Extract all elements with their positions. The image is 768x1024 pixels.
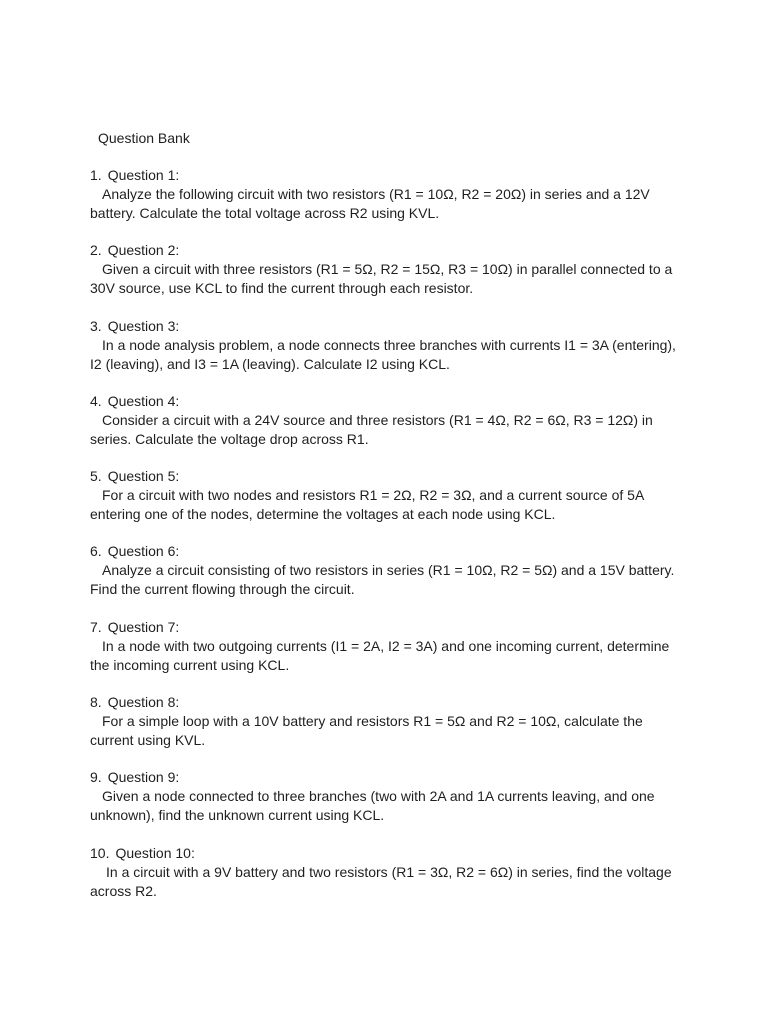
question-header bbox=[90, 467, 680, 486]
question-label: Question 7: bbox=[107, 618, 180, 635]
question-header bbox=[90, 693, 680, 712]
question-number: 5. bbox=[90, 468, 102, 485]
question-label: Question 4: bbox=[107, 392, 180, 409]
question-header bbox=[90, 844, 680, 863]
question-label: Question 5: bbox=[107, 468, 180, 485]
question-text: Analyze a circuit consisting of two resistors in series (R1 = 10Ω, R2 = 5Ω) and a 15V battery. Find the current flowing through the circuit. bbox=[90, 562, 675, 598]
question-number: 8. bbox=[90, 694, 102, 711]
question-label: Question 2: bbox=[107, 242, 180, 259]
question-label: Question 10: bbox=[115, 844, 195, 861]
page-title: Question Bank bbox=[98, 130, 190, 146]
question-text: Consider a circuit with a 24V source and three resistors (R1 = 4Ω, R2 = 6Ω, R3 = 12Ω) in series. Calculate the voltage drop across R1. bbox=[90, 411, 653, 447]
question-item bbox=[90, 317, 680, 392]
question-number: 3. bbox=[90, 317, 102, 334]
question-item bbox=[90, 166, 680, 241]
question-header bbox=[90, 768, 680, 787]
question-label: Question 1: bbox=[107, 167, 180, 183]
question-header bbox=[90, 618, 680, 637]
question-number: 4. bbox=[90, 392, 102, 409]
question-list bbox=[90, 166, 680, 919]
question-number: 7. bbox=[90, 618, 102, 635]
question-item bbox=[90, 467, 680, 542]
question-label: Question 9: bbox=[107, 769, 180, 786]
question-label: Question 6: bbox=[107, 543, 180, 560]
question-label: Question 8: bbox=[107, 694, 180, 711]
question-item bbox=[90, 618, 680, 693]
question-number: 2. bbox=[90, 242, 102, 259]
question-item bbox=[90, 693, 680, 768]
question-text: Analyze the following circuit with two resistors (R1 = 10Ω, R2 = 20Ω) in series and a 12V battery. Calculate the total voltage across R2 using KVL. bbox=[90, 186, 650, 221]
question-header bbox=[90, 542, 680, 561]
question-text: For a simple loop with a 10V battery and resistors R1 = 5Ω and R2 = 10Ω, calculate the current using KVL. bbox=[90, 713, 643, 749]
question-item bbox=[90, 844, 680, 919]
question-number: 6. bbox=[90, 543, 102, 560]
question-text: In a node analysis problem, a node connects three branches with currents I1 = 3A (entering), I2 (leaving), and I3 = 1A (leaving). Calculate I2 using KCL. bbox=[90, 336, 676, 372]
question-header bbox=[90, 392, 680, 411]
question-text: In a circuit with a 9V battery and two resistors (R1 = 3Ω, R2 = 6Ω) in series, find the voltage across R2. bbox=[90, 863, 672, 899]
question-text: For a circuit with two nodes and resistors R1 = 2Ω, R2 = 3Ω, and a current source of 5A entering one of the nodes, determine the voltages at each node using KCL. bbox=[90, 487, 644, 523]
question-item bbox=[90, 768, 680, 843]
question-text: In a node with two outgoing currents (I1 = 2A, I2 = 3A) and one incoming current, determine the incoming current using KCL. bbox=[90, 637, 670, 673]
question-header bbox=[90, 241, 680, 260]
question-number: 10. bbox=[90, 844, 110, 861]
question-text: Given a circuit with three resistors (R1 = 5Ω, R2 = 15Ω, R3 = 10Ω) in parallel connected to a 30V source, use KCL to find the current through each resistor. bbox=[90, 261, 673, 297]
question-item bbox=[90, 542, 680, 617]
question-header bbox=[90, 317, 680, 336]
question-text: Given a node connected to three branches (two with 2A and 1A currents leaving, and one unknown), find the unknown current using KCL. bbox=[90, 788, 655, 824]
question-header bbox=[90, 166, 680, 185]
question-number: 9. bbox=[90, 769, 102, 786]
question-number: 1. bbox=[90, 167, 102, 183]
question-item bbox=[90, 241, 680, 316]
question-item bbox=[90, 392, 680, 467]
question-label: Question 3: bbox=[107, 317, 180, 334]
